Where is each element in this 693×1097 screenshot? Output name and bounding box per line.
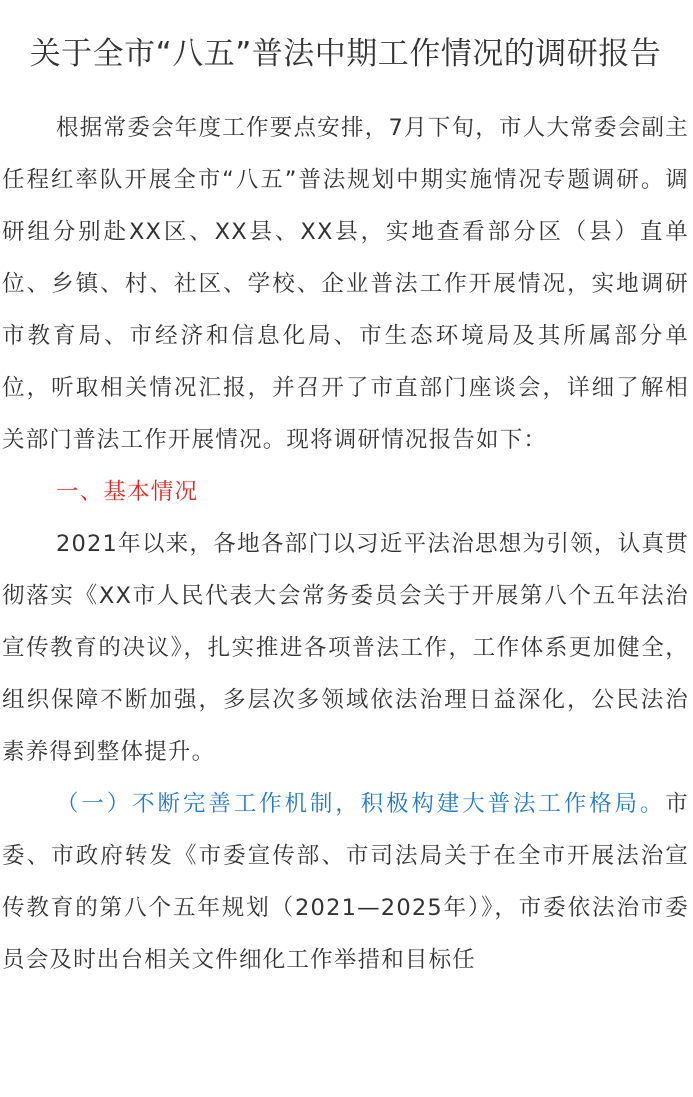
section-body-paragraph: 2021年以来，各地各部门以习近平法治思想为引领，认真贯彻落实《XX市人民代表大会常务委员会关于开展第八个五年法治宣传教育的决议》，扎实推进各项普法工作，工作体系更加健全，组织保障不断加强，多层次多领域依法治理日益深化，公民法治素养得到整体提升。 [2, 531, 689, 765]
document-title: 关于全市“八五”普法中期工作情况的调研报告 [29, 36, 662, 72]
section-heading-basic-situation: 一、基本情况 [56, 479, 199, 505]
subsection-paragraph [2, 778, 689, 986]
subsection-heading: （一）不断完善工作机制，积极构建大普法工作格局。 [56, 791, 666, 817]
intro-paragraph: 根据常委会年度工作要点安排，7月下旬，市人大常委会副主任程红率队开展全市“八五”普法规划中期实施情况专题调研。调研组分别赴XX区、XX县、XX县，实地查看部分区（县）直单位、乡镇、村、社区、学校、企业普法工作开展情况，实地调研市教育局、市经济和信息化局、市生态环境局及其所属部分单位，听取相关情况汇报，并召开了市直部门座谈会，详细了解相关部门普法工作开展情况。现将调研情况报告如下： [2, 115, 689, 453]
subsection-body: 市委、市政府转发《市委宣传部、市司法局关于在全市开展法治宣传教育的第八个五年规划（2021—2025年）》，市委依法治市委员会及时出台相关文件细化工作举措和目标任 [2, 791, 689, 973]
